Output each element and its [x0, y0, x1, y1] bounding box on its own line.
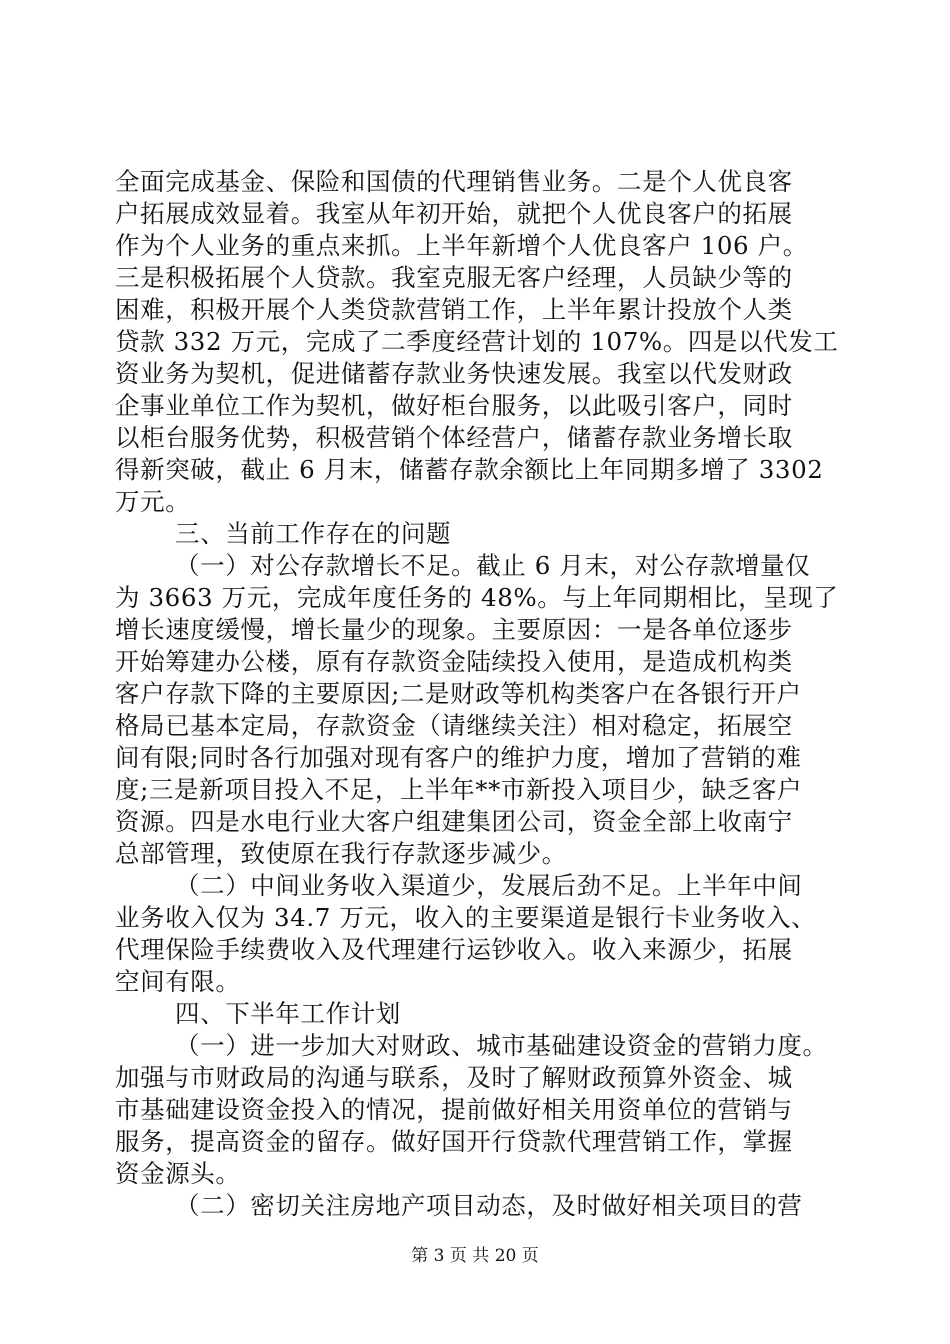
text-line: 企事业单位工作为契机，做好柜台服务，以此吸引客户，同时	[115, 391, 793, 420]
text-line: 资业务为契机，促进储蓄存款业务快速发展。我室以代发财政	[115, 359, 793, 388]
paragraph-start-line: （一）进一步加大对财政、城市基础建设资金的营销力度。	[175, 1031, 828, 1060]
text-line: 资源。四是水电行业大客户组建集团公司，资金全部上收南宁	[115, 807, 793, 836]
text-line: 服务，提高资金的留存。做好国开行贷款代理营销工作，掌握	[115, 1127, 793, 1156]
text-line: 代理保险手续费收入及代理建行运钞收入。收入来源少，拓展	[115, 935, 793, 964]
text-line: 开始筹建办公楼，原有存款资金陆续投入使用，是造成机构类	[115, 647, 793, 676]
text-line: 度;三是新项目投入不足，上半年**市新投入项目少，缺乏客户	[115, 775, 803, 804]
text-line: 为 3663 万元，完成年度任务的 48%。与上年同期相比，呈现了	[115, 583, 839, 612]
text-line: 资金源头。	[115, 1159, 241, 1188]
text-line: 加强与市财政局的沟通与联系，及时了解财政预算外资金、城	[115, 1063, 793, 1092]
text-line: 作为个人业务的重点来抓。上半年新增个人优良客户 106 户。	[115, 231, 808, 260]
text-line: 客户存款下降的主要原因;二是财政等机构类客户在各银行开户	[115, 679, 802, 708]
text-line: 空间有限。	[115, 967, 241, 996]
section-heading: 四、下半年工作计划	[175, 999, 401, 1028]
paragraph-start-line: （二）中间业务收入渠道少，发展后劲不足。上半年中间	[175, 871, 803, 900]
paragraph-start-line: （一）对公存款增长不足。截止 6 月末，对公存款增量仅	[175, 551, 811, 580]
paragraph-start-line: （二）密切关注房地产项目动态，及时做好相关项目的营	[175, 1191, 803, 1220]
text-line: 万元。	[115, 487, 191, 516]
text-line: 得新突破，截止 6 月末，储蓄存款余额比上年同期多增了 3302	[115, 455, 824, 484]
text-line: 困难，积极开展个人类贷款营销工作，上半年累计投放个人类	[115, 295, 793, 324]
text-line: 三是积极拓展个人贷款。我室克服无客户经理，人员缺少等的	[115, 263, 793, 292]
text-line: 全面完成基金、保险和国债的代理销售业务。二是个人优良客	[115, 167, 793, 196]
text-line: 户拓展成效显着。我室从年初开始，就把个人优良客户的拓展	[115, 199, 793, 228]
text-line: 格局已基本定局，存款资金（请继续关注）相对稳定，拓展空	[115, 711, 793, 740]
text-line: 贷款 332 万元，完成了二季度经营计划的 107%。四是以代发工	[115, 327, 839, 356]
text-line: 业务收入仅为 34.7 万元，收入的主要渠道是银行卡业务收入、	[115, 903, 817, 932]
text-line: 总部管理，致使原在我行存款逐步减少。	[115, 839, 567, 868]
section-heading: 三、当前工作存在的问题	[175, 519, 452, 548]
text-line: 以柜台服务优势，积极营销个体经营户，储蓄存款业务增长取	[115, 423, 793, 452]
text-line: 增长速度缓慢，增长量少的现象。主要原因：一是各单位逐步	[115, 615, 793, 644]
text-line: 市基础建设资金投入的情况，提前做好相关用资单位的营销与	[115, 1095, 793, 1124]
text-line: 间有限;同时各行加强对现有客户的维护力度，增加了营销的难	[115, 743, 802, 772]
body-text	[115, 166, 855, 1222]
page-footer: 第 3 页 共 20 页	[411, 1246, 539, 1266]
